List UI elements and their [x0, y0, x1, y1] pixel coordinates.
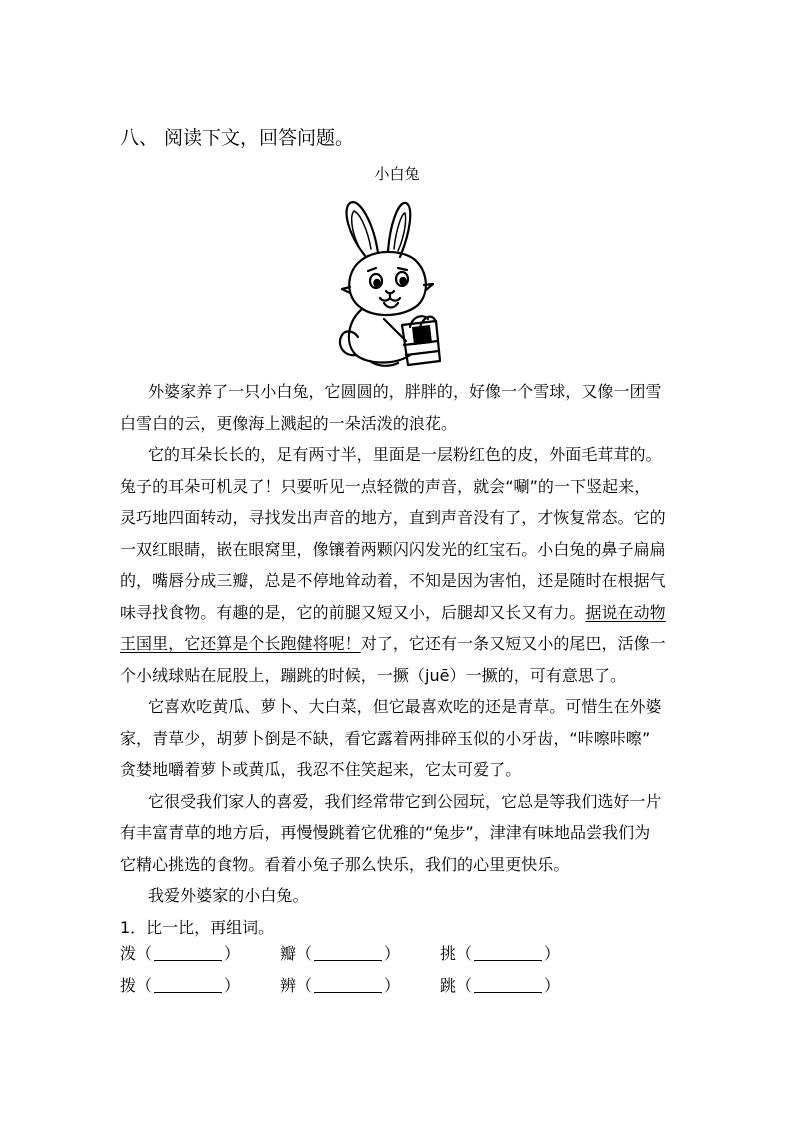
- open-paren: （: [456, 976, 473, 995]
- answer-blank[interactable]: [474, 972, 542, 993]
- close-paren: ）: [384, 944, 401, 963]
- section-heading: 八、 阅读下文，回答问题。: [120, 127, 355, 149]
- paragraph-line: 我爱外婆家的小白兔。: [148, 886, 309, 905]
- open-paren: （: [136, 976, 153, 995]
- paragraph-line: 它喜欢吃黄瓜、萝卜、大白菜，但它最喜欢吃的还是青草。可惜生在外婆: [148, 697, 662, 716]
- story-title: 小白兔: [374, 165, 420, 183]
- answer-blank[interactable]: [154, 940, 222, 961]
- answer-blank[interactable]: [154, 972, 222, 993]
- exercise-item: [440, 970, 560, 1002]
- exercise-item: [120, 970, 240, 1002]
- close-paren: ）: [544, 944, 561, 963]
- paragraph-line: 它的耳朵长长的，足有两寸半，里面是一层粉红色的皮，外面毛茸茸的。: [148, 445, 662, 464]
- paragraph-line: 它精心挑选的食物。看着小兔子那么快乐，我们的心里更快乐。: [120, 854, 570, 874]
- paragraph-line: [120, 628, 672, 660]
- paragraph-line: 个小绒球贴在屁股上，蹦跳的时候，一撅（juē）一撅的，可有意思了。: [120, 665, 627, 685]
- character: 辨: [280, 976, 297, 995]
- exercise-item: [120, 938, 240, 970]
- open-paren: （: [456, 944, 473, 963]
- underlined-sentence-part-1: 据说在动物: [585, 602, 666, 622]
- underlined-sentence-part-2: 王国里，它还算是个长跑健将呢！: [120, 634, 361, 653]
- character: 泼: [120, 944, 137, 963]
- exercise-item: [280, 970, 400, 1002]
- paragraph-line: 灵巧地四面转动，寻找发出声音的地方，直到声音没有了，才恢复常态。它的: [120, 508, 666, 527]
- close-paren: ）: [224, 976, 241, 995]
- answer-blank[interactable]: [314, 940, 382, 961]
- question-1-prompt: 1．比一比，再组词。: [120, 917, 275, 937]
- answer-blank[interactable]: [474, 940, 542, 961]
- paragraph-line: 它很受我们家人的喜爱，我们经常带它到公园玩，它总是等我们选好一片: [148, 791, 662, 811]
- paragraph-line: 贪婪地嚼着萝卜或黄瓜，我忍不住笑起来，它太可爱了。: [120, 760, 522, 779]
- paragraph-text: 味寻找食物。有趣的是，它的前腿又短又小，后腿却又长又有力。: [120, 602, 586, 622]
- close-paren: ）: [384, 976, 401, 995]
- paragraph-text: 对了，它还有一条又短又小的尾巴，活像一: [360, 634, 666, 653]
- character: 拨: [120, 976, 137, 995]
- paragraph-line: 外婆家养了一只小白兔，它圆圆的，胖胖的，好像一个雪球，又像一团雪: [148, 382, 662, 401]
- exercise-item: [440, 938, 560, 970]
- story-body: [120, 376, 672, 943]
- paragraph-line: [120, 597, 672, 629]
- character: 跳: [440, 976, 457, 995]
- paragraph-line: 有丰富青草的地方后，再慢慢跳着它优雅的“兔步”，津津有味地品尝我们为: [120, 823, 651, 842]
- open-paren: （: [296, 976, 313, 995]
- paragraph-line: 家，青草少，胡萝卜倒是不缺，看它露着两排碎玉似的小牙齿，“咔嚓咔嚓”: [120, 728, 651, 748]
- close-paren: ）: [224, 944, 241, 963]
- paragraph-line: 一双红眼睛，嵌在眼窝里，像镶着两颗闪闪发光的红宝石。小白兔的鼻子扁扁: [120, 539, 666, 559]
- paragraph-line: 的，嘴唇分成三瓣，总是不停地耸动着，不知是因为害怕，还是随时在根据气: [120, 571, 666, 590]
- open-paren: （: [296, 944, 313, 963]
- character: 瓣: [280, 944, 297, 963]
- paragraph-line: 兔子的耳朵可机灵了！只要听见一点轻微的声音，就会“唰”的一下竖起来，: [120, 476, 651, 496]
- close-paren: ）: [544, 976, 561, 995]
- exercise-item: [280, 938, 400, 970]
- character: 挑: [440, 944, 457, 963]
- answer-blank[interactable]: [314, 972, 382, 993]
- rabbit-holding-basket-icon: [326, 195, 456, 367]
- paragraph-line: 白雪白的云，更像海上溅起的一朵活泼的浪花。: [120, 413, 458, 433]
- open-paren: （: [136, 944, 153, 963]
